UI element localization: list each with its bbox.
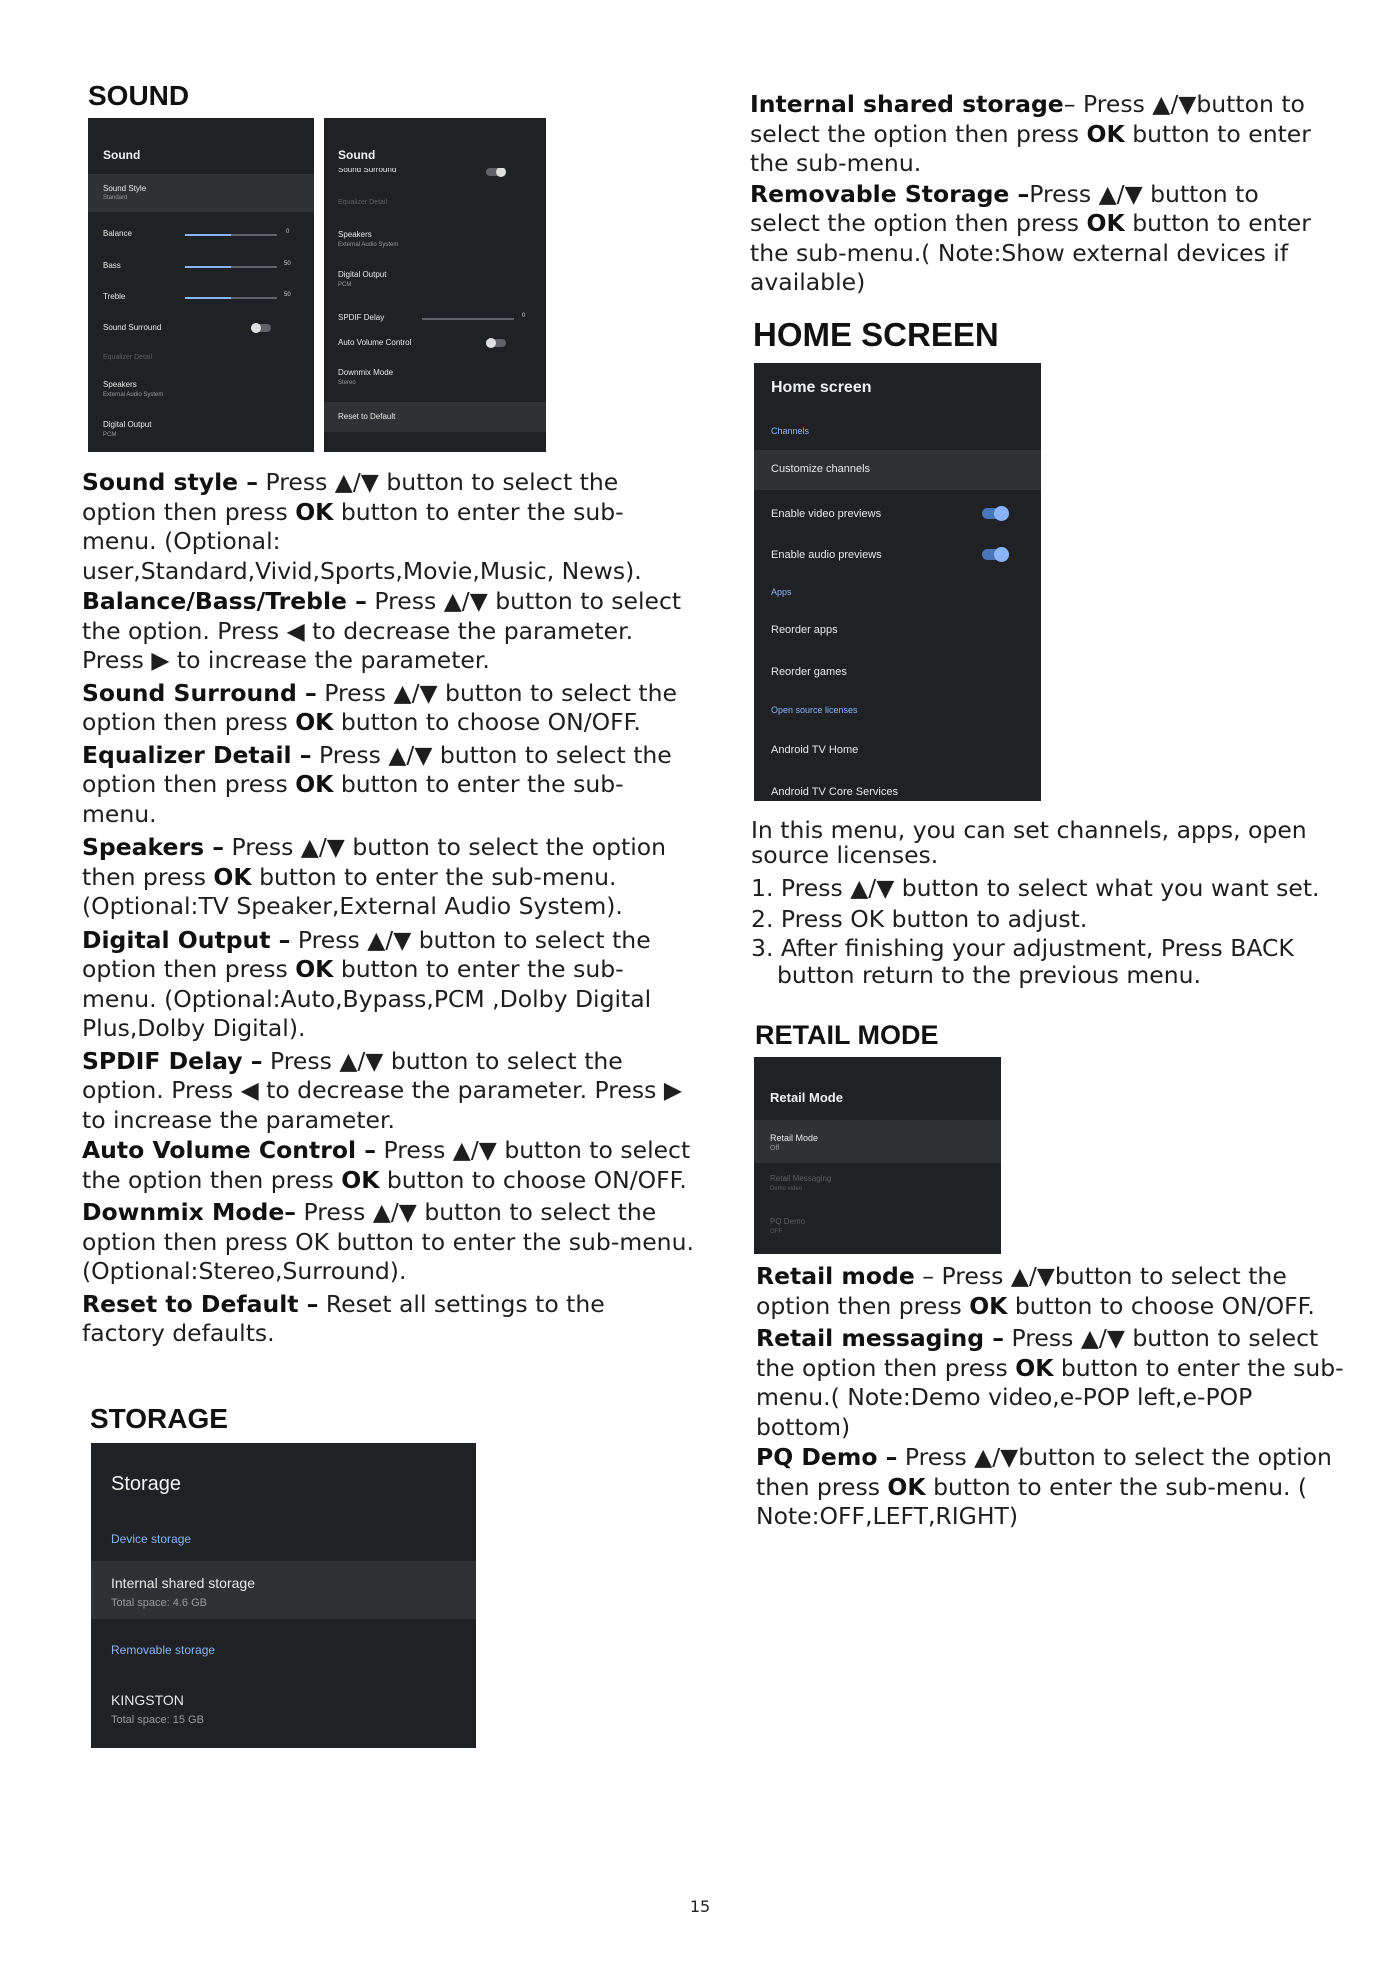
slider-value: 0 (522, 313, 526, 319)
menu-label: PQ Demo (770, 1217, 806, 1226)
menu-sub: PCM (103, 432, 117, 438)
sound-style-desc: Sound style – Press ▲/▼ button to select the option then press OK button to enter the sub-menu. (Optional: user,Standard,Vivid,Sports,Movie,Music, News). (82, 468, 642, 585)
sound-menu-title: Sound (338, 148, 376, 162)
customize-channels-row (754, 450, 1041, 490)
menu-label: Treble (103, 292, 126, 301)
retail-mode-desc: Retail mode – Press ▲/▼button to select the option then press OK button to choose ON/OFF. (756, 1262, 1315, 1320)
menu-sub: Stereo (338, 380, 356, 386)
menu-label: Sound Surround (103, 323, 162, 332)
toggle-icon (486, 339, 506, 347)
menu-row-speakers (88, 374, 314, 404)
menu-row-digital-output (88, 414, 314, 444)
menu-sub: OFF (770, 1229, 782, 1235)
licenses-header: Open source licenses (771, 705, 858, 715)
slider-value: 50 (284, 261, 291, 267)
menu-row-sound-style (88, 174, 314, 212)
menu-label: Equalizer Detail (338, 199, 388, 206)
home-menu-title: Home screen (771, 379, 872, 396)
sound-heading: SOUND (88, 80, 190, 111)
menu-label: Downmix Mode (338, 368, 394, 377)
storage-descriptions (750, 90, 1330, 299)
menu-label: Retail Messaging (770, 1174, 832, 1183)
internal-storage-size: Total space: 4.6 GB (111, 1597, 207, 1609)
menu-label: Digital Output (338, 270, 387, 279)
reorder-apps-label: Reorder apps (771, 624, 838, 636)
audio-previews-row (754, 543, 1041, 567)
menu-row-bass (88, 258, 314, 274)
retail-messaging-row (754, 1171, 1001, 1201)
reset-desc: Reset to Default – Reset all settings to the factory defaults. (82, 1289, 605, 1347)
retail-descriptions (756, 1262, 1346, 1533)
storage-menu-screenshot (91, 1443, 476, 1748)
kingston-size: Total space: 15 GB (111, 1714, 204, 1726)
sound-menu-screenshot-1 (88, 118, 314, 452)
menu-row-spdif-delay (324, 310, 546, 326)
retail-menu-title: Retail Mode (770, 1090, 843, 1105)
audio-previews-label: Enable audio previews (771, 549, 882, 561)
apps-header: Apps (771, 587, 792, 597)
internal-storage-desc: Internal shared storage– Press ▲/▼button to select the option then press OK button to enter the sub-menu. (750, 90, 1311, 177)
toggle-icon (486, 168, 506, 176)
balance-slider (185, 234, 277, 236)
menu-label: Sound Style (103, 184, 147, 193)
menu-row-sound-surround (324, 168, 546, 182)
menu-row-digital-output (324, 264, 546, 294)
toggle-on-icon (982, 508, 1008, 519)
menu-sub: Standard (103, 195, 128, 201)
menu-row-auto-volume (324, 335, 546, 351)
sound-surround-desc: Sound Surround – Press ▲/▼ button to select the option then press OK button to choose ON/OFF. (82, 678, 677, 736)
menu-sub: External Audio System (338, 242, 399, 248)
speakers-desc: Speakers – Press ▲/▼ button to select the option then press OK button to enter the sub-menu. (Optional:TV Speaker,External Audio System). (82, 833, 667, 920)
sound-descriptions (82, 468, 694, 1350)
pq-demo-desc: PQ Demo – Press ▲/▼button to select the option then press OK button to enter the sub-menu. ( Note:OFF,LEFT,RIGHT) (756, 1443, 1332, 1530)
menu-row-downmix (324, 362, 546, 392)
home-screen-menu-screenshot (754, 363, 1041, 801)
sound-menu-screenshot-2 (324, 118, 546, 452)
storage-heading: STORAGE (90, 1403, 228, 1434)
treble-slider (185, 297, 277, 299)
menu-label: Speakers (338, 230, 372, 239)
home-intro: In this menu, you can set channels, apps, open source licenses. (751, 816, 1307, 869)
toggle-on-icon (982, 549, 1008, 560)
downmix-desc: Downmix Mode– Press ▲/▼ button to select the option then press OK button to enter the sub-menu. (Optional:Stereo,Surround). (82, 1198, 694, 1285)
avc-desc: Auto Volume Control – Press ▲/▼ button to select the option then press OK button to choose ON/OFF. (82, 1136, 691, 1194)
menu-sub: External Audio System (103, 392, 164, 398)
menu-label: Retail Mode (770, 1133, 819, 1143)
menu-row-equalizer (324, 196, 546, 212)
menu-sub: PCM (338, 282, 352, 288)
spdif-slider (422, 318, 514, 320)
menu-row-treble (88, 289, 314, 305)
removable-storage-header: Removable storage (111, 1643, 216, 1657)
home-screen-heading: HOME SCREEN (753, 316, 999, 353)
menu-sub: Demo video (770, 1186, 803, 1192)
digital-output-desc: Digital Output – Press ▲/▼ button to select the option then press OK button to enter the sub-menu. (Optional:Auto,Bypass,PCM ,Dolby Digital Plus,Dolby Digital). (82, 925, 652, 1042)
tv-home-label: Android TV Home (771, 744, 859, 756)
home-step-2: 2. Press OK button to adjust. (751, 904, 1088, 933)
menu-row-balance (88, 226, 314, 242)
home-step-3: 3. After finishing your adjustment, Press BACK button return to the previous menu. (751, 934, 1294, 989)
channels-header: Channels (771, 426, 810, 436)
menu-row-speakers (324, 224, 546, 254)
spdif-desc: SPDIF Delay – Press ▲/▼ button to select the option. Press ◀ to decrease the parameter. Press ▶ to increase the parameter. (82, 1046, 682, 1134)
balance-desc: Balance/Bass/Treble – Press ▲/▼ button to select the option. Press ◀ to decrease the parameter. Press ▶ to increase the parameter. (82, 587, 682, 674)
home-step-1: 1. Press ▲/▼ button to select what you want set. (751, 874, 1320, 902)
retail-mode-heading: RETAIL MODE (755, 1020, 939, 1050)
menu-label: Digital Output (103, 420, 152, 429)
internal-storage-row (91, 1561, 476, 1619)
menu-label: Bass (103, 261, 121, 270)
video-previews-row (754, 502, 1041, 526)
menu-label: Auto Volume Control (338, 338, 412, 347)
menu-row-sound-surround (88, 320, 314, 336)
toggle-icon (251, 324, 271, 332)
storage-menu-title: Storage (111, 1473, 182, 1495)
menu-sub: Off (770, 1145, 780, 1152)
slider-value: 50 (284, 292, 291, 298)
home-screen-description (751, 818, 1351, 990)
device-storage-header: Device storage (111, 1532, 192, 1546)
sound-menu-title: Sound (103, 148, 141, 162)
slider-value: 0 (286, 229, 290, 235)
page-number: 15 (689, 1897, 711, 1916)
retail-mode-menu-screenshot (754, 1057, 1001, 1254)
customize-channels-label: Customize channels (771, 463, 871, 475)
removable-storage-desc: Removable Storage –Press ▲/▼ button to select the option then press OK button to enter the sub-menu.( Note:Show external devices if available) (750, 179, 1311, 296)
kingston-label: KINGSTON (111, 1692, 184, 1708)
menu-label: Sound Surround (338, 168, 397, 174)
menu-label: Speakers (103, 380, 137, 389)
video-previews-label: Enable video previews (771, 508, 882, 520)
retail-mode-row (754, 1120, 1001, 1163)
internal-storage-label: Internal shared storage (111, 1575, 255, 1591)
menu-row-reset (324, 402, 546, 432)
equalizer-desc: Equalizer Detail – Press ▲/▼ button to select the option then press OK button to enter the sub-menu. (82, 740, 672, 828)
menu-row-equalizer (88, 351, 314, 367)
menu-label: Reset to Default (338, 412, 396, 421)
bass-slider (185, 266, 277, 268)
core-services-label: Android TV Core Services (771, 786, 898, 798)
menu-label: SPDIF Delay (338, 313, 385, 322)
menu-label: Balance (103, 229, 132, 238)
menu-label: Equalizer Detail (103, 354, 153, 361)
retail-messaging-desc: Retail messaging – Press ▲/▼ button to select the option then press OK button to enter the sub-menu.( Note:Demo video,e-POP left,e-POP bottom) (756, 1324, 1344, 1441)
reorder-games-label: Reorder games (771, 666, 847, 678)
pq-demo-row (754, 1214, 1001, 1244)
